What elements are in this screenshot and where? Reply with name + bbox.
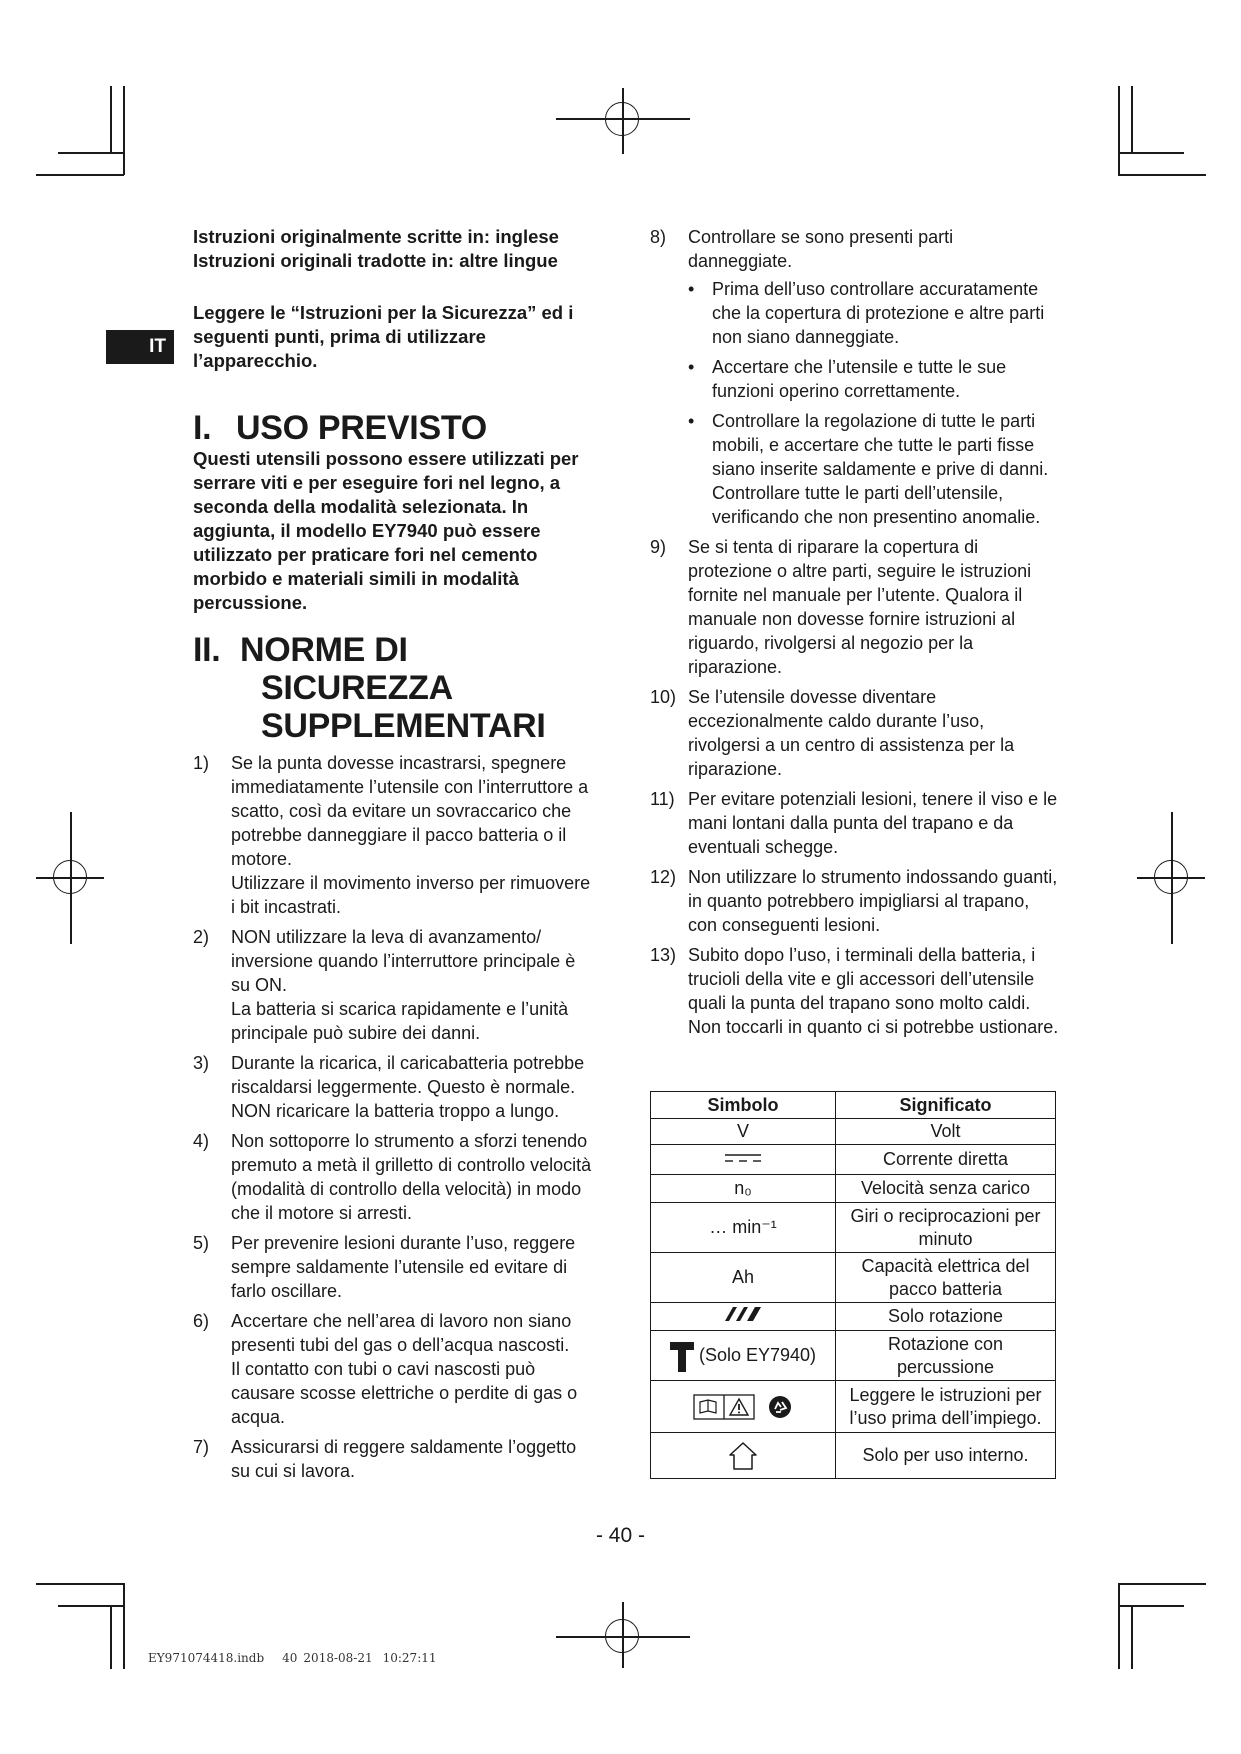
table-cell: Solo per uso interno. bbox=[836, 1433, 1056, 1479]
list-item: 4) Non sottoporre lo strumento a sforzi tenendo premuto a metà il grilletto di controllo velocità (modalità di controllo della velocità) in modo che il motore si arresti. bbox=[193, 1131, 592, 1223]
list-item: 13) Subito dopo l’uso, i terminali della batteria, i trucioli della vite e gli accessori dell’utensile quali la punta del trapano sono molto caldi. Non toccarli in quanto ci si potrebbe ustionare. bbox=[650, 945, 1059, 1037]
no-load-speed-symbol: n₀ bbox=[651, 1175, 836, 1203]
bullet-item: • Accertare che l’utensile e tutte le sue funzioni operino correttamente. bbox=[688, 357, 1007, 401]
rotation-only-icon bbox=[723, 1305, 763, 1323]
list-item: 9) Se si tenta di riparare la copertura di protezione o altre parti, seguire le istruzioni fornite nel manuale per l’utente. Qualora il manuale non dovesse fornire istruzioni al riguardo, rivolgersi al negozio per la riparazione. bbox=[650, 537, 1032, 677]
table-row bbox=[651, 1203, 1056, 1253]
safety-warning: Leggere le “Istruzioni per la Sicurezza” ed i seguenti punti, prima di utilizzare l’apparecchio. bbox=[193, 302, 574, 371]
bullet-item: • Controllare la regolazione di tutte le parti mobili, e accertare che tutte le parti fisse siano inserite saldamente e prive di danni. Controllare tutte le parti dell’utensile, verificando che non presentino anomalie. bbox=[688, 411, 1049, 527]
table-row bbox=[651, 1331, 1056, 1381]
direct-current-icon bbox=[723, 1151, 763, 1165]
table-cell: Giri o reciprocazioni per minuto bbox=[836, 1203, 1056, 1253]
amp-hour-symbol: Ah bbox=[651, 1253, 836, 1303]
section-2-number: II. bbox=[193, 631, 221, 669]
ey7940-only-label: (Solo EY7940) bbox=[698, 1344, 817, 1365]
left-column bbox=[193, 225, 598, 1489]
table-row bbox=[651, 1175, 1056, 1203]
list-item: 10) Se l’utensile dovesse diventare eccezionalmente caldo durante l’uso, rivolgersi a un centro di assistenza per la riparazione. bbox=[650, 687, 1015, 779]
section-1-number: I. bbox=[193, 409, 212, 447]
footer-time: 10:27:11 bbox=[382, 1651, 437, 1665]
table-row bbox=[651, 1433, 1056, 1479]
section-1-text: Questi utensili possono essere utilizzati per serrare viti e per eseguire fori nel legno, a seconda della modalità selezionata. In aggiunta, il modello EY7940 può essere utilizzato per praticare fori nel cemento morbido e materiali simili in modalità percussione. bbox=[193, 448, 579, 613]
section-2-title-line1: NORME DI bbox=[240, 631, 408, 669]
print-footer bbox=[148, 1651, 455, 1665]
footer-page: 40 bbox=[282, 1651, 298, 1665]
table-cell: Capacità elettrica del pacco batteria bbox=[836, 1253, 1056, 1303]
table-row bbox=[651, 1119, 1056, 1145]
footer-file: EY971074418.indb bbox=[148, 1651, 265, 1665]
intro-original-language: Istruzioni originalmente scritte in: inglese bbox=[193, 226, 559, 247]
section-2-title-line3: SUPPLEMENTARI bbox=[261, 707, 546, 745]
table-header-row bbox=[651, 1092, 1056, 1119]
table-row bbox=[651, 1381, 1056, 1433]
recycle-icon bbox=[767, 1394, 793, 1420]
list-item: 3) Durante la ricarica, il caricabatteria potrebbe riscaldarsi leggermente. Questo è normale. NON ricaricare la batteria troppo a lungo. bbox=[193, 1053, 585, 1121]
page-number: - 40 - bbox=[595, 1524, 645, 1547]
safety-list-right bbox=[650, 225, 1060, 1039]
list-item: 1) Se la punta dovesse incastrarsi, spegnere immediatamente l’utensile con l’interruttore a scatto, così da evitare un sovraccarico che potrebbe danneggiare il pacco batteria o il motore. Utilizzare il movimento inverso per rimuovere i bit incastrati. bbox=[193, 753, 591, 917]
safety-list-left bbox=[193, 751, 598, 1483]
table-cell: Leggere le istruzioni per l’uso prima dell’impiego. bbox=[836, 1381, 1056, 1433]
rpm-symbol: … min⁻¹ bbox=[651, 1203, 836, 1253]
table-row bbox=[651, 1253, 1056, 1303]
table-row bbox=[651, 1145, 1056, 1175]
bullet-list bbox=[664, 277, 1060, 529]
volt-symbol: V bbox=[651, 1119, 836, 1145]
bullet-item: • Prima dell’uso controllare accuratamente che la copertura di protezione e altre parti non siano danneggiate. bbox=[688, 279, 1045, 347]
list-item: 11) Per evitare potenziali lesioni, tenere il viso e le mani lontani dalla punta del trapano e da eventuali schegge. bbox=[650, 789, 1058, 857]
language-tab: IT bbox=[106, 330, 174, 364]
table-cell: Solo rotazione bbox=[836, 1303, 1056, 1331]
list-item: 8) Controllare se sono presenti parti danneggiate. • Prima dell’uso controllare accuratamente che la copertura di protezione e altre parti non siano danneggiate. • Accertare che l’utensile e tutte le sue funzioni operino correttamente. • Controllare la regolazione di tutte le parti mobili, e accertare che tutte le parti fisse siano inserite saldamente e prive di danni. Controllare tutte le parti dell’utensile, verificando che non presentino anomalie. bbox=[650, 225, 1060, 529]
read-manual-icon bbox=[693, 1392, 755, 1422]
table-header-symbol: Simbolo bbox=[651, 1092, 836, 1119]
table-cell: Corrente diretta bbox=[836, 1145, 1056, 1175]
hammer-icon bbox=[670, 1340, 694, 1372]
section-2-heading bbox=[193, 631, 598, 745]
intro-translated-language: Istruzioni originali tradotte in: altre lingue bbox=[193, 250, 558, 271]
symbol-table bbox=[650, 1091, 1056, 1479]
list-item: 6) Accertare che nell’area di lavoro non siano presenti tubi del gas o dell’acqua nascosti. Il contatto con tubi o cavi nascosti può causare scosse elettriche o perdite di gas o acqua. bbox=[193, 1311, 578, 1427]
table-cell: Volt bbox=[836, 1119, 1056, 1145]
table-cell: Velocità senza carico bbox=[836, 1175, 1056, 1203]
section-1-title: USO PREVISTO bbox=[236, 409, 487, 447]
section-2-title-line2: SICUREZZA bbox=[261, 669, 453, 707]
list-item: 12) Non utilizzare lo strumento indossando guanti, in quanto potrebbero impigliarsi al trapano, con conseguenti lesioni. bbox=[650, 867, 1058, 935]
list-item: 7) Assicurarsi di reggere saldamente l’oggetto su cui si lavora. bbox=[193, 1437, 577, 1481]
table-header-meaning: Significato bbox=[836, 1092, 1056, 1119]
table-row bbox=[651, 1303, 1056, 1331]
footer-date: 2018-08-21 bbox=[303, 1651, 373, 1665]
indoor-use-icon bbox=[726, 1441, 760, 1471]
section-1-heading bbox=[193, 409, 598, 447]
list-item: 2) NON utilizzare la leva di avanzamento/ inversione quando l’interruttore principale è su ON. La batteria si scarica rapidamente e l’unità principale può subire dei danni. bbox=[193, 927, 576, 1043]
list-item: 5) Per prevenire lesioni durante l’uso, reggere sempre saldamente l’utensile ed evitare di farlo oscillare. bbox=[193, 1233, 576, 1301]
table-cell: Rotazione con percussione bbox=[836, 1331, 1056, 1381]
right-column bbox=[650, 225, 1060, 1045]
